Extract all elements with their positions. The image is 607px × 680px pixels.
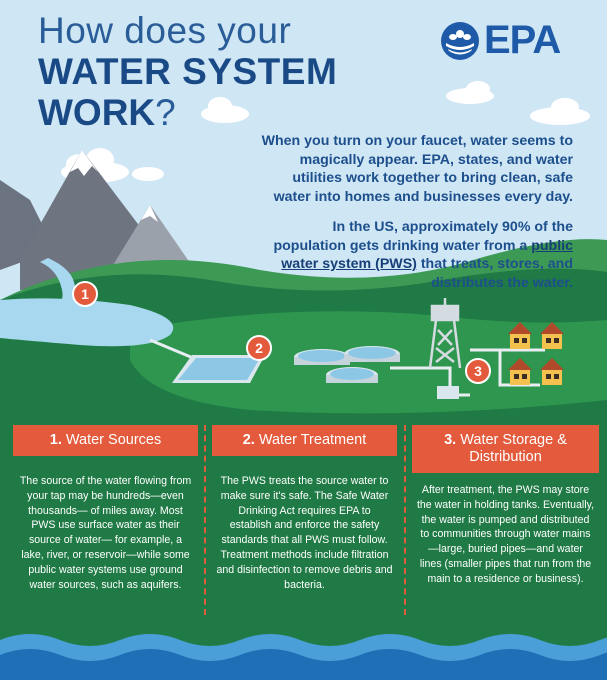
section-water-treatment [212,425,397,592]
section-body: After treatment, the PWS may store the water in holding tanks. Eventually, the water is pumped and distributed to communities through water mains—large, buried pipes—and water lines (smaller pipes that run from the main to a residence or business). [416,484,595,585]
section-number: 3. [444,432,457,448]
epa-logo-text: EPA [484,18,561,62]
pws-link[interactable]: public water system (PWS) [281,237,573,272]
intro-paragraph-1: When you turn on your faucet, water seems to magically appear. EPA, states, and water utilities work together to bring clean, safe water into homes and businesses every day. [261,133,573,205]
section-body: The source of the water flowing from your tap may be hundreds—even thousands— of miles away. Most PWS use surface water as their source of water— for example, a lake, river, or reservoir—while some public water systems use ground water sources, such as aquifers. [19,475,192,591]
step-marker-1-label: 1 [81,286,89,302]
epa-logo [440,18,560,63]
cloud-icon [446,81,494,104]
step-marker-1 [73,282,97,306]
section-water-storage-distribution [412,425,599,587]
treatment-tank [326,367,378,383]
section-water-sources [13,425,198,592]
title-line-3 [38,94,337,131]
section-title [412,425,599,473]
treatment-tank [294,349,350,365]
section-title-text: Water Storage & Distribution [460,432,567,465]
section-number: 2. [242,432,255,448]
section-divider [404,425,406,615]
page-title [38,12,337,131]
section-title [212,425,397,456]
section-title [13,425,198,456]
title-line-3-bold: WORK [38,92,156,133]
section-number: 1. [49,432,62,448]
section-divider [204,425,206,615]
step-marker-2 [247,336,271,360]
intro-paragraph-2-end: that treats, stores, and distributes the water. [416,256,573,291]
step-marker-2-label: 2 [255,340,263,356]
section-body: The PWS treats the source water to make sure it's safe. The Safe Water Drinking Act requires EPA to establish and enforce the safety standards that all PWS must follow. Treatment methods include filtration and disinfection to remove debris and bacteria. [216,475,393,591]
epa-flower-icon [440,21,480,61]
pump-house [437,386,459,399]
step-marker-3 [466,359,490,383]
step-marker-3-label: 3 [474,363,482,379]
intro-paragraph-2-start: In the US, approximately 90% of the population gets drinking water from a [273,219,573,254]
title-line-2: WATER SYSTEM [38,51,338,92]
title-line-1: How does your [38,10,292,51]
intro-paragraph-2 [258,218,573,292]
section-title-text: Water Treatment [258,432,367,448]
title-question-mark: ? [155,92,176,133]
treatment-tank [344,346,400,362]
section-title-text: Water Sources [65,432,162,448]
intro-text [258,132,573,304]
cloud-icon [530,98,590,125]
